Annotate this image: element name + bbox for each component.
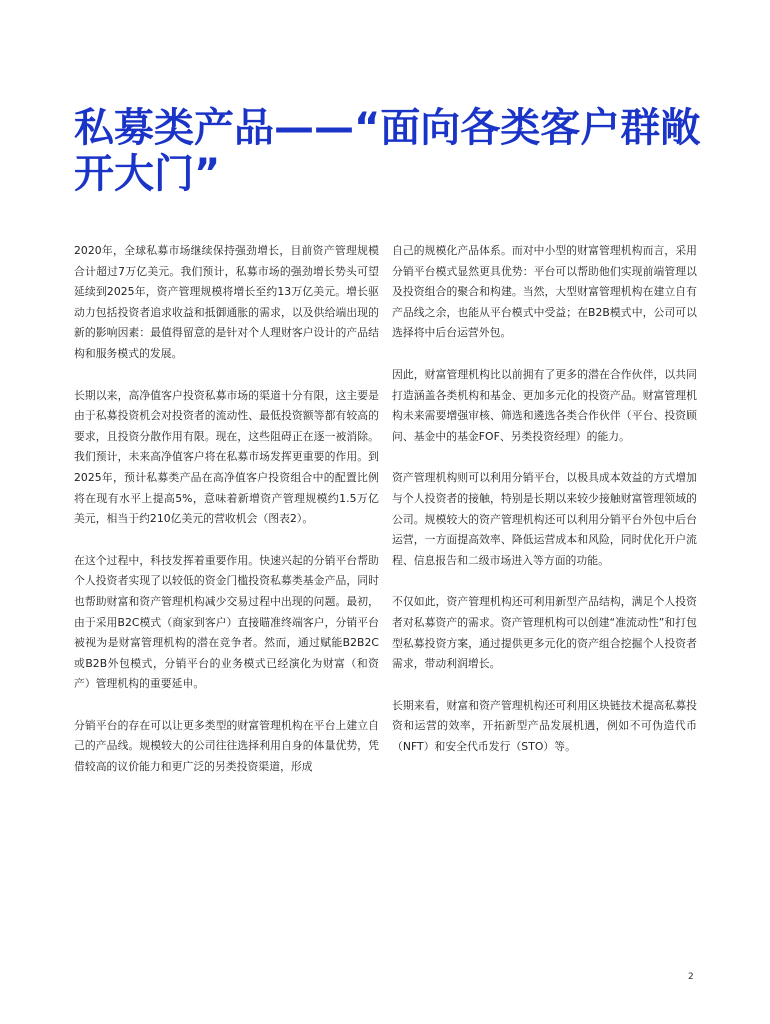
body-paragraph: 资产管理机构则可以利用分销平台，以极具成本效益的方式增加与个人投资者的接触，特别是长期以来较少接触财富管理领域的公司。规模较大的资产管理机构还可以利用分销平台外包中后台运营，一方面提高效率、降低运营成本和风险，同时优化开户流程、信息报告和二级市场进入等方面的功能。 bbox=[392, 471, 697, 567]
body-paragraph: 因此，财富管理机构比以前拥有了更多的潜在合作伙伴，以共同打造涵盖各类机构和基金、更加多元化的投资产品。财富管理机构未来需要增强审核、筛选和遴选各类合作伙伴（平台、投资顾问、基金中的基金FOF、另类投资经理）的能力。 bbox=[392, 367, 697, 443]
body-paragraph: 长期来看，财富和资产管理机构还可利用区块链技术提高私募投资和运营的效率，开拓新型产品发展机遇，例如不可伪造代币（NFT）和安全代币发行（STO）等。 bbox=[392, 698, 697, 753]
page-title bbox=[74, 105, 714, 197]
body-paragraph: 在这个过程中，科技发挥着重要作用。快速兴起的分销平台帮助个人投资者实现了以较低的资金门槛投资私募类基金产品，同时也帮助财富和资产管理机构减少交易过程中出现的问题。最初，由于采用B2C模式（商家到客户）直接瞄准终端客户，分销平台被视为是财富管理机构的潜在竞争者。然而，通过赋能B2B2C或B2B外包模式，分销平台的业务模式已经演化为财富（和资产）管理机构的重要延申。 bbox=[74, 553, 379, 691]
right-column bbox=[392, 241, 697, 778]
left-column bbox=[74, 241, 379, 799]
page-title-line-2: 开大门” bbox=[74, 151, 221, 197]
body-paragraph: 不仅如此，资产管理机构还可利用新型产品结构，满足个人投资者对私募资产的需求。资产管理机构可以创建“准流动性”和打包型私募投资方案，通过提供更多元化的资产组合挖掘个人投资者需求，带动利润增长。 bbox=[392, 595, 697, 671]
body-paragraph: 长期以来，高净值客户投资私募市场的渠道十分有限，这主要是由于私募投资机会对投资者的流动性、最低投资额等都有较高的要求，且投资分散作用有限。现在，这些阻碍正在逐一被消除。我们预计，未来高净值客户将在私募市场发挥更重要的作用。到2025年，预计私募类产品在高净值客户投资组合中的配置比例将在现有水平上提高5%，意味着新增资产管理规模约1.5万亿美元，相当于约210亿美元的营收机会（图表2）。 bbox=[74, 388, 379, 526]
page-title-line-1: 私募类产品——“面向各类客户群敞 bbox=[74, 105, 701, 151]
page-number: 2 bbox=[688, 972, 694, 982]
body-paragraph: 分销平台的存在可以让更多类型的财富管理机构在平台上建立自己的产品线。规模较大的公司往往选择利用自身的体量优势，凭借较高的议价能力和更广泛的另类投资渠道，形成 bbox=[74, 718, 379, 774]
body-paragraph: 2020年，全球私募市场继续保持强劲增长，目前资产管理规模合计超过7万亿美元。我们预计，私募市场的强劲增长势头可望延续到2025年，资产管理规模将增长至约13万亿美元。增长驱动力包括投资者追求收益和抵御通胀的需求，以及供给端出现的新的影响因素：最值得留意的是针对个人理财客户设计的产品结构和服务模式的发展。 bbox=[74, 244, 379, 360]
body-paragraph: 自己的规模化产品体系。而对中小型的财富管理机构而言，采用分销平台模式显然更具优势：平台可以帮助他们实现前端管理以及投资组合的聚合和构建。当然，大型财富管理机构在建立自有产品线之余，也能从平台模式中受益；在B2B模式中，公司可以选择将中后台运营外包。 bbox=[392, 244, 697, 340]
